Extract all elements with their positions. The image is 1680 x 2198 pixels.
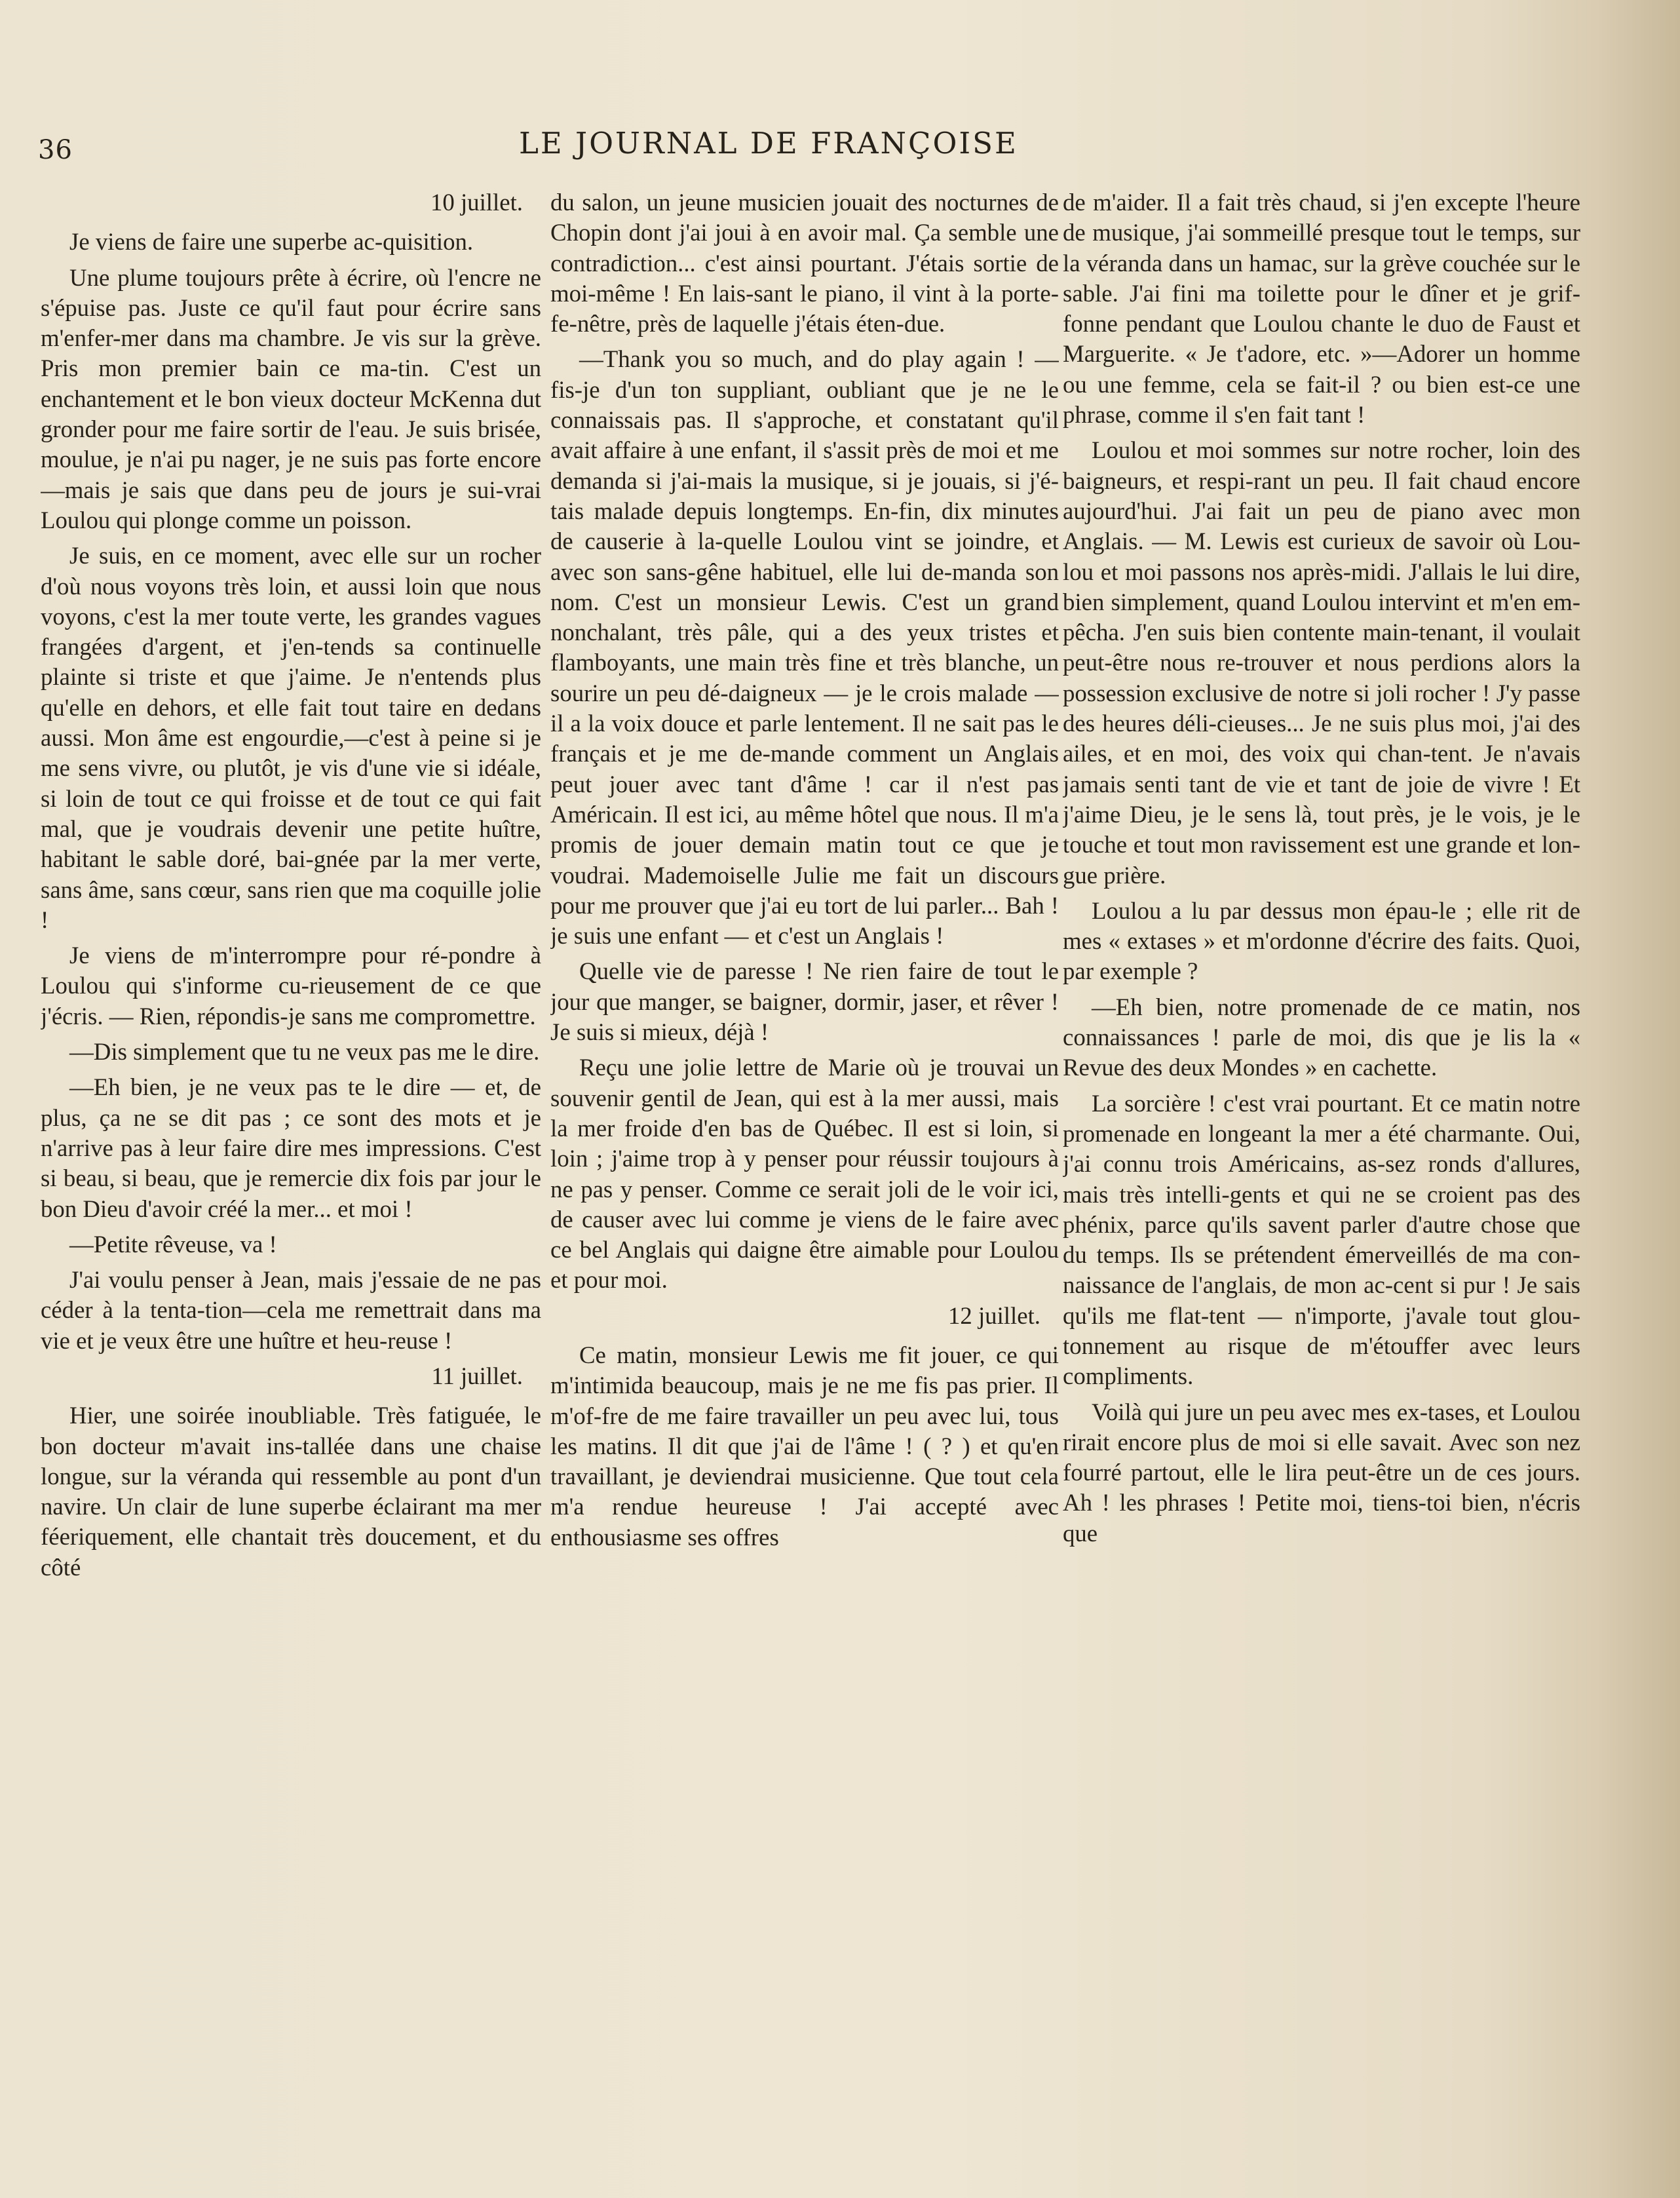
paragraph: Ce matin, monsieur Lewis me fit jouer, ce qui m'intimida beaucoup, mais je ne me fis pas prier. Il m'of-fre de me faire travailler un peu avec lui, tous les matins. Il dit que j'ai de l'âme ! ( ? ) et qu'en travaillant, je deviendrai musicienne. Que tout cela m'a rendue heureuse ! J'ai accepté avec enthousiasme ses offres [550, 1341, 1059, 1551]
paragraph: —Thank you so much, and do play again ! — fis-je d'un ton suppliant, oubliant que je ne le connaissais pas. Il s'approche, et constatant qu'il avait affaire à une enfant, il s'assit près de moi et me demanda si j'ai-mais la musique, si je jouais, si j'é-tais malade depuis longtemps. En-fin, dix minutes de causerie à la-quelle Loulou vint se joindre, et avec son sans-gêne habituel, elle lui de-manda son nom. C'est un monsieur Lewis. C'est un grand nonchalant, très pâle, qui a des yeux tristes et flamboyants, une main très fine et très blanche, un sourire un peu dé-daigneux — je le crois malade — il a la voix douce et parle lentement. Il ne sait pas le français et je me de-mande comment un Anglais peut jouer avec tant d'âme ! car il n'est pas Américain. Il est ici, au même hôtel que nous. Il m'a promis de jouer demain matin tout ce que je voudrai. Mademoiselle Julie me fait un discours pour me prouver que j'ai eu tort de lui parler... Bah ! je suis une enfant — et c'est un Anglais ! [550, 345, 1059, 950]
paragraph: Voilà qui jure un peu avec mes ex-tases, et Loulou rirait encore plus de moi si elle savait. Avec son nez fourré partout, elle le lira peut-être un de ces jours. Ah ! les phrases ! Petite moi, tiens-toi bien, n'écris que [1063, 1398, 1580, 1547]
paragraph: du salon, un jeune musicien jouait des nocturnes de Chopin dont j'ai joui à en avoir mal. Ça semble une contradiction... c'est ainsi pourtant. J'étais sortie de moi-même ! En lais-sant le piano, il vint à la porte-fe-nêtre, près de laquelle j'étais éten-due. [550, 189, 1059, 337]
text-column-right [1063, 187, 1580, 2121]
paragraph: Je viens de faire une superbe ac-quisition. [69, 228, 474, 256]
paragraph: Je suis, en ce moment, avec elle sur un rocher d'où nous voyons très loin, et aussi loin que nous voyons, c'est la mer toute verte, les grandes vagues frangées d'argent, et j'en-tends sa continuelle plainte si triste et que j'aime. Je n'entends plus qu'elle en dehors, et elle fait tout taire en dedans aussi. Mon âme est engourdie,—c'est à peine si je me sens vivre, ou plutôt, je vis d'une vie si idéale, si loin de tout ce qui froisse et de tout ce qui fait mal, que je voudrais devenir une petite huître, habitant le sable doré, bai-gnée par la mer verte, sans âme, sans cœur, sans rien que ma coquille jolie ! [41, 542, 541, 933]
paragraph: Une plume toujours prête à écrire, où l'encre ne s'épuise pas. Juste ce qu'il faut pour écrire sans m'enfer-mer dans ma chambre. Je vis sur la grève. Pris mon premier bain ce ma-tin. C'est un enchantement et le bon vieux docteur McKenna dut gronder pour me faire sortir de l'eau. Je suis brisée, moulue, je n'ai pu nager, je ne suis pas forte encore—mais je sais que dans peu de jours je sui-vrai Loulou qui plonge comme un poisson. [41, 263, 541, 533]
text-column-left [41, 187, 541, 2121]
date-heading: 12 juillet. [947, 1301, 1040, 1329]
paragraph: —Dis simplement que tu ne veux pas me le dire. [69, 1038, 540, 1066]
date-heading: 10 juillet. [430, 189, 523, 216]
paragraph: Loulou a lu par dessus mon épau-le ; elle rit de mes « extases » et m'ordonne d'écrire des faits. Quoi, par exemple ? [1063, 897, 1580, 985]
date-heading: 11 juillet. [431, 1362, 523, 1389]
paragraph: J'ai voulu penser à Jean, mais j'essaie de ne pas céder à la tenta-tion—cela me remettrait dans ma vie et je veux être une huître et heu-reuse ! [41, 1266, 541, 1354]
paragraph: Reçu une jolie lettre de Marie où je trouvai un souvenir gentil de Jean, qui est à la mer aussi, mais la mer froide d'en bas de Québec. Il est si loin, si loin ; j'aime trop à y penser pour réussir toujours à ne pas y penser. Comme ce serait joli de le voir ici, de causer avec lui comme je viens de le faire avec ce bel Anglais qui daigne être aimable pour Loulou et pour moi. [550, 1054, 1059, 1294]
paragraph: —Petite rêveuse, va ! [69, 1230, 277, 1258]
paragraph: de m'aider. Il a fait très chaud, si j'en excepte l'heure de musique, j'ai sommeillé presque tout le temps, sur la véranda dans un hamac, sur la grève couchée sur le sable. J'ai fini ma toilette pour le dîner et je grif-fonne pendant que Loulou chante le duo de Faust et Marguerite. « Je t'adore, etc. »—Adorer un homme ou une femme, cela se fait-il ? ou bien est-ce une phrase, comme il s'en fait tant ! [1063, 189, 1580, 429]
running-title: LE JOURNAL DE FRANÇOISE [519, 126, 1018, 161]
paragraph: Hier, une soirée inoubliable. Très fatiguée, le bon docteur m'avait ins-tallée dans une chaise longue, sur la véranda qui ressemble au pont d'un navire. Un clair de lune superbe éclairant ma mer féeriquement, elle chantait très doucement, et du côté [41, 1402, 541, 1581]
page-number: 36 [38, 135, 73, 165]
paragraph: Loulou et moi sommes sur notre rocher, loin des baigneurs, et respi-rant un peu. Il fait chaud encore aujourd'hui. J'ai fait un peu de piano avec mon Anglais. — M. Lewis est curieux de savoir où Lou-lou et moi passons nos après-midi. J'allais le lui dire, bien simplement, quand Loulou intervint et m'en em-pêcha. J'en suis bien contente main-tenant, il voulait peut-être nous re-trouver et nous perdions alors la possession exclusive de notre si joli rocher ! J'y passe des heures déli-cieuses... Je ne suis plus moi, j'ai des ailes, et en moi, des voix qui chan-tent. Je n'avais jamais senti tant de vie et tant de joie de vivre ! Et j'aime Dieu, je le sens là, tout près, je le vois, je le touche et tout mon ravissement est une grande et lon-gue prière. [1063, 436, 1580, 889]
paragraph: Je viens de m'interrompre pour ré-pondre à Loulou qui s'informe cu-rieusement de ce que j'écris. — Rien, répondis-je sans me compromettre. [41, 942, 541, 1030]
paragraph: —Eh bien, notre promenade de ce matin, nos connaissances ! parle de moi, dis que je lis la « Revue des deux Mondes » en cachette. [1063, 993, 1580, 1081]
paragraph: —Eh bien, je ne veux pas te le dire — et, de plus, ça ne se dit pas ; ce sont des mots et je n'arrive pas à leur faire dire mes impressions. C'est si beau, si beau, que je remercie dix fois par jour le bon Dieu d'avoir créé la mer... et moi ! [41, 1073, 541, 1222]
page-header [0, 123, 1680, 163]
paragraph: Quelle vie de paresse ! Ne rien faire de tout le jour que manger, se baigner, dormir, jaser, et rêver ! Je suis si mieux, déjà ! [550, 957, 1059, 1046]
paragraph: La sorcière ! c'est vrai pourtant. Et ce matin notre promenade en longeant la mer a été charmante. Oui, j'ai connu trois Américains, as-sez ronds d'allures, mais très intelli-gents et qui ne se croient pas des phénix, parce qu'ils savent parler d'autre chose que du temps. Ils se prétendent émerveillés de ma con-naissance de l'anglais, de mon ac-cent si pur ! Je sais qu'ils me flat-tent — n'importe, j'avale tout glou-tonnement au risque de m'étouffer avec leurs compliments. [1063, 1089, 1580, 1390]
text-column-middle [550, 187, 1059, 2121]
